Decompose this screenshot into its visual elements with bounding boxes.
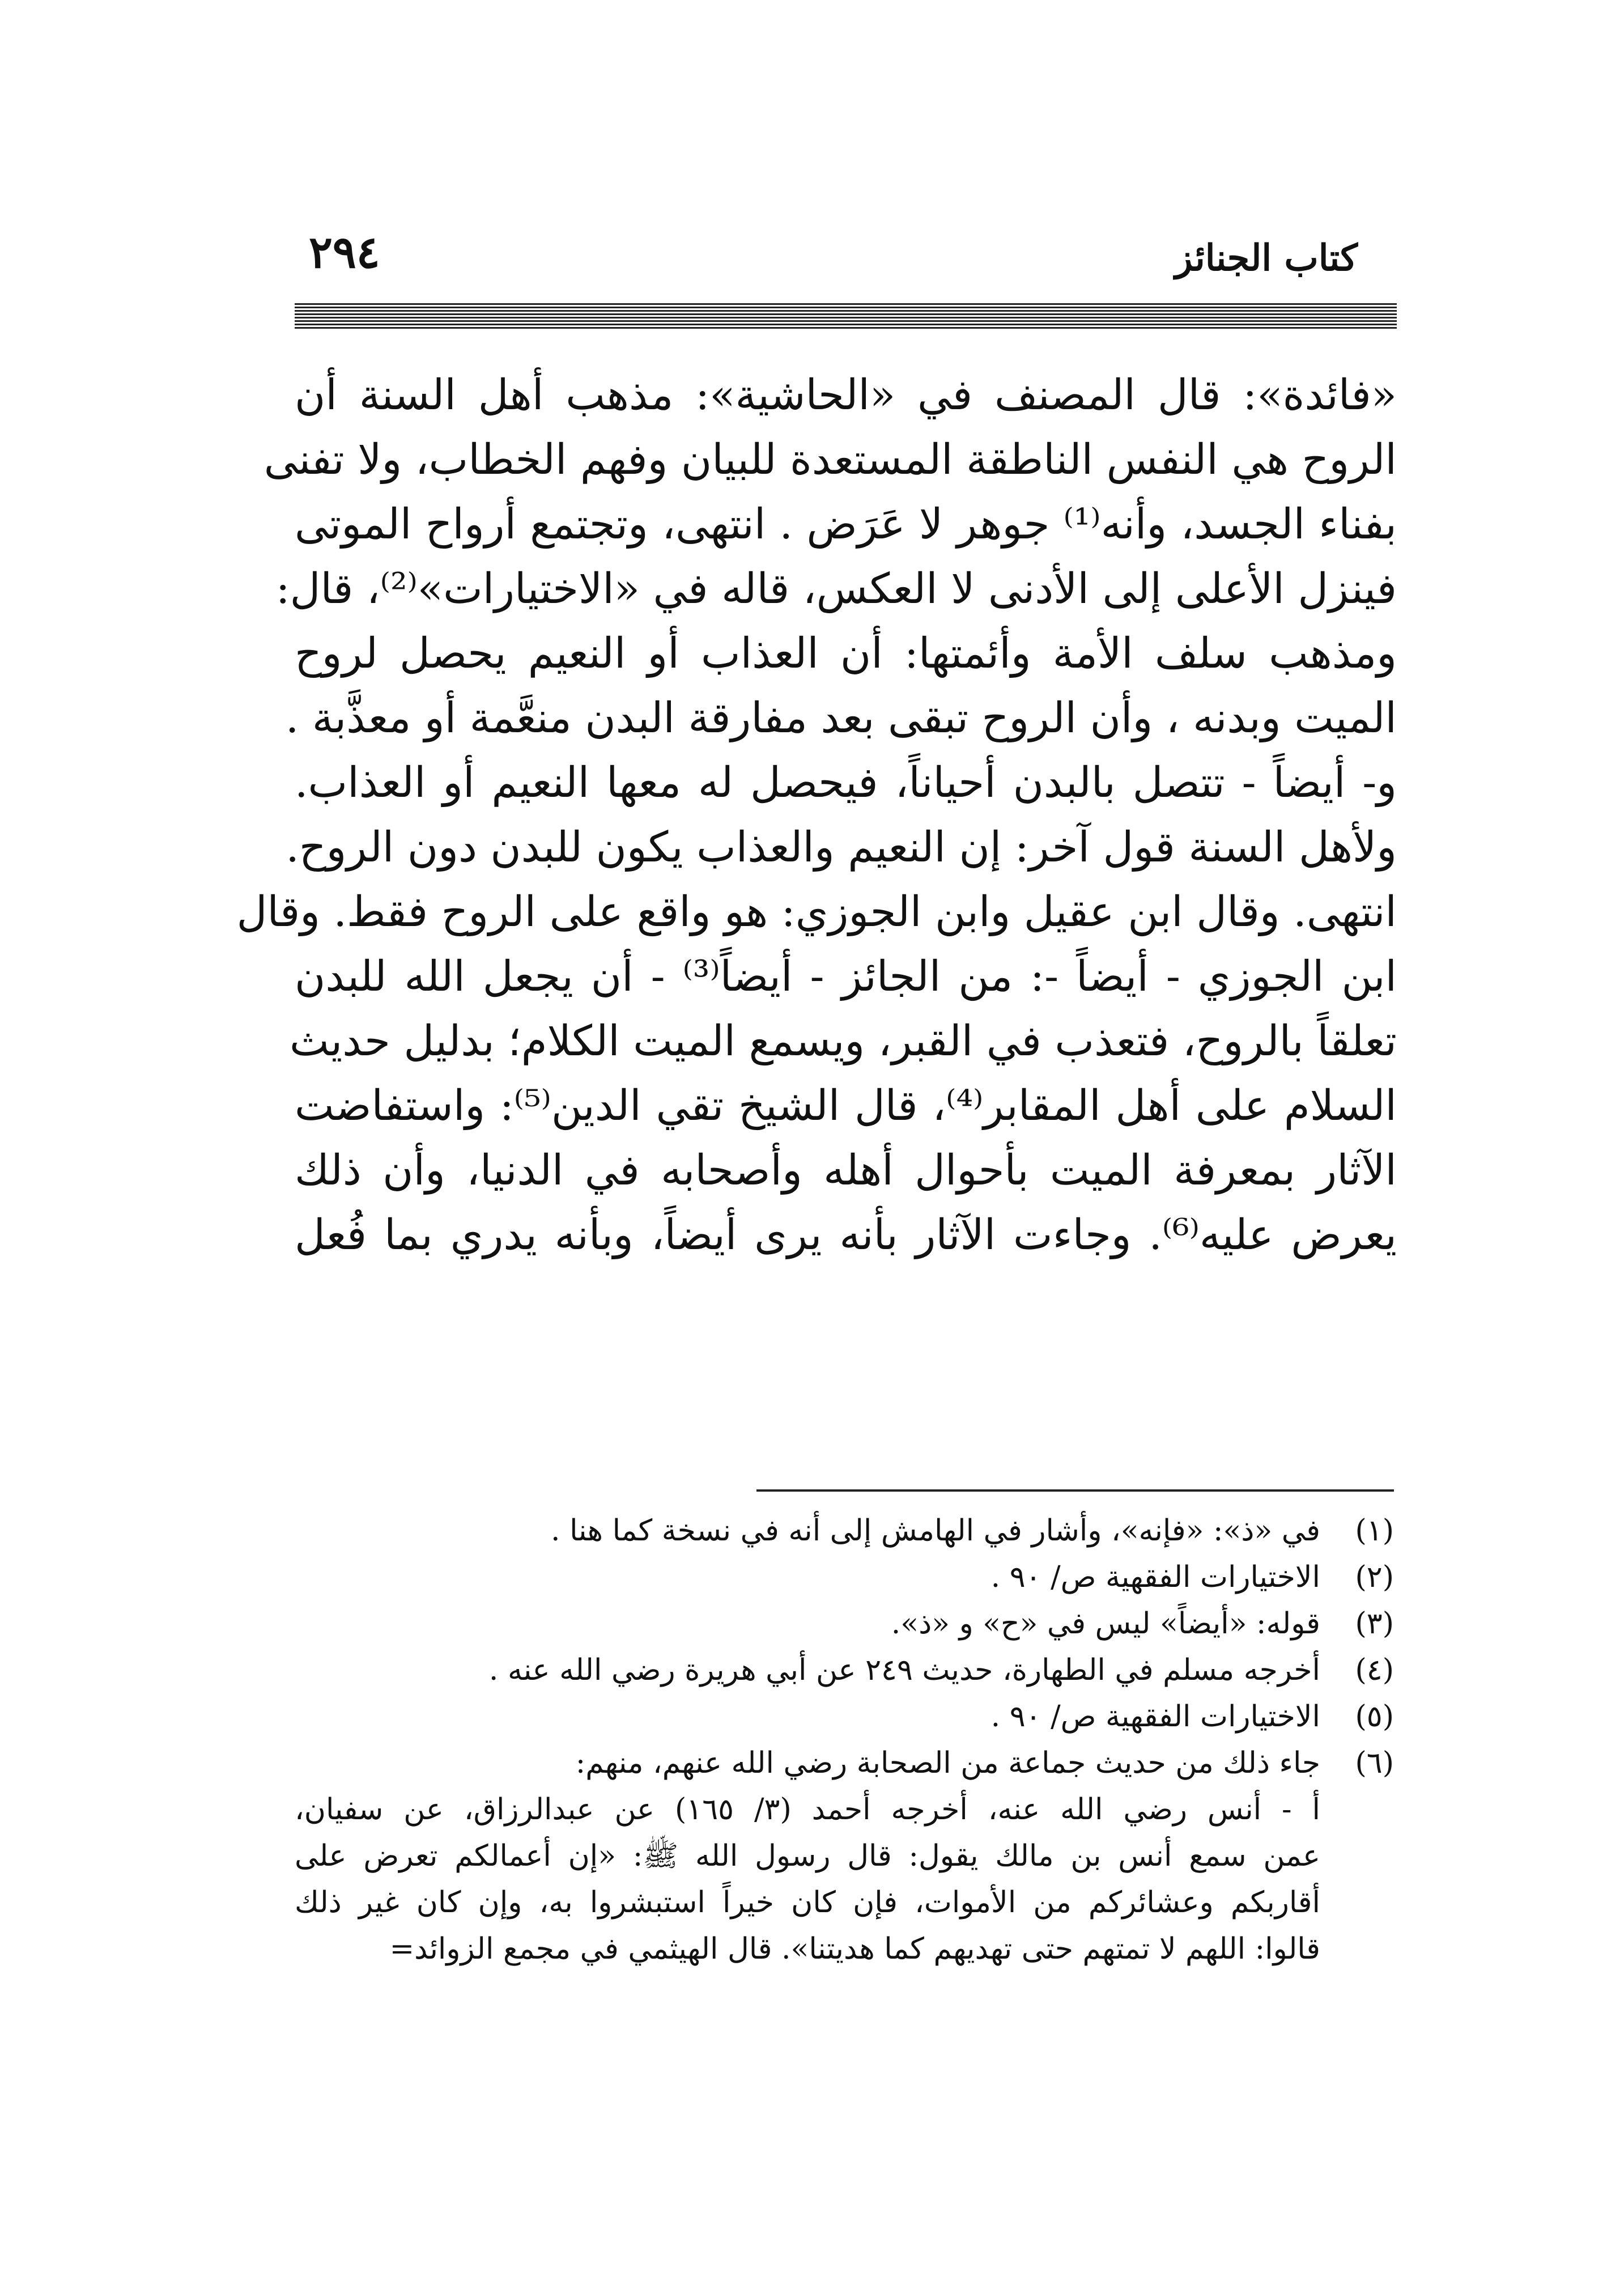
body-line: الميت وبدنه ، وأن الروح تبقى بعد مفارقة البدن منعَّمة أو معذَّبة . (285, 694, 1397, 742)
header-divider (295, 303, 1397, 329)
body-line: «فائدة»: قال المصنف في «الحاشية»: مذهب أهل السنة أن (295, 371, 1397, 419)
footnote-3 (295, 1600, 1394, 1647)
footnote-number: (١) (1355, 1514, 1394, 1548)
body-line: تعلقاً بالروح، فتعذب في القبر، ويسمع الميت الكلام؛ بدليل حديث (290, 1017, 1397, 1065)
footnote-5 (295, 1693, 1394, 1740)
body-line: ولأهل السنة قول آخر: إن النعيم والعذاب يكون للبدن دون الروح. (286, 823, 1397, 872)
footnote-continuation-line: أ - أنس رضي الله عنه، أخرجه أحمد (٣/ ١٦٥) عن عبدالرزاق، عن سفيان، (295, 1793, 1320, 1827)
footnote-text: قوله: «أيضاً» ليس في «ح» و «ذ». (891, 1607, 1320, 1641)
footnote-continuation-line: عمن سمع أنس بن مالك يقول: قال رسول الله ﷺ: «إن أعمالكم تعرض على (295, 1839, 1320, 1873)
footnote-continuation-line: قالوا: اللهم لا تمتهم حتى تهديهم كما هديتنا». قال الهيثمي في مجمع الزوائد= (389, 1932, 1320, 1966)
page-number: ٢٩٤ (309, 227, 380, 278)
footnote-2 (295, 1554, 1394, 1600)
body-line: الروح هي النفس الناطقة المستعدة للبيان وفهم الخطاب، ولا تفنى (263, 435, 1397, 484)
footnote-text: الاختيارات الفقهية ص/ ٩٠ . (990, 1700, 1320, 1734)
running-header-title: كتاب الجنائز (1175, 237, 1358, 279)
body-line: انتهى. وقال ابن عقيل وابن الجوزي: هو واقع على الروح فقط. وقال (236, 888, 1397, 936)
body-line: فينزل الأعلى إلى الأدنى لا العكس، قاله في «الاختيارات»⁽²⁾، قال: (275, 564, 1397, 613)
footnote-6 (295, 1740, 1394, 1786)
footnote-number: (٣) (1355, 1607, 1394, 1641)
body-line: ابن الجوزي - أيضاً -: من الجائز - أيضاً⁽³⁾ - أن يجعل الله للبدن (295, 952, 1397, 1001)
footnote-text: الاختيارات الفقهية ص/ ٩٠ . (990, 1560, 1320, 1594)
main-body-text (236, 363, 1397, 1267)
footnote-4 (295, 1647, 1394, 1693)
footnote-number: (٦) (1355, 1746, 1394, 1780)
footnote-text: جاء ذلك من حديث جماعة من الصحابة رضي الله عنهم، منهم: (575, 1746, 1320, 1780)
footnote-text: أخرجه مسلم في الطهارة، حديث ٢٤٩ عن أبي هريرة رضي الله عنه . (488, 1653, 1320, 1687)
body-line: السلام على أهل المقابر⁽⁴⁾، قال الشيخ تقي الدين⁽⁵⁾: واستفاضت (295, 1081, 1397, 1130)
footnote-continuation-line: أقاربكم وعشائركم من الأموات، فإن كان خيراً استبشروا به، وإن كان غير ذلك (295, 1886, 1320, 1920)
body-line: ومذهب سلف الأمة وأئمتها: أن العذاب أو النعيم يحصل لروح (295, 629, 1397, 678)
footnote-number: (٢) (1355, 1560, 1394, 1594)
body-line: بفناء الجسد، وأنه⁽¹⁾ جوهر لا عَرَض . انتهى، وتجتمع أرواح الموتى (295, 500, 1397, 549)
footnotes (295, 1508, 1394, 1972)
footnote-text: في «ذ»: «فإنه»، وأشار في الهامش إلى أنه في نسخة كما هنا . (551, 1514, 1320, 1548)
body-line: و- أيضاً - تتصل بالبدن أحياناً، فيحصل له معها النعيم أو العذاب. (295, 758, 1397, 807)
footnote-separator (756, 1489, 1394, 1492)
body-line: يعرض عليه⁽⁶⁾. وجاءت الآثار بأنه يرى أيضاً، وبأنه يدري بما فُعل (295, 1211, 1397, 1259)
footnote-number: (٥) (1355, 1700, 1394, 1734)
footnote-1 (295, 1508, 1394, 1554)
body-line: الآثار بمعرفة الميت بأحوال أهله وأصحابه في الدنيا، وأن ذلك (295, 1146, 1397, 1195)
footnote-number: (٤) (1355, 1653, 1394, 1687)
